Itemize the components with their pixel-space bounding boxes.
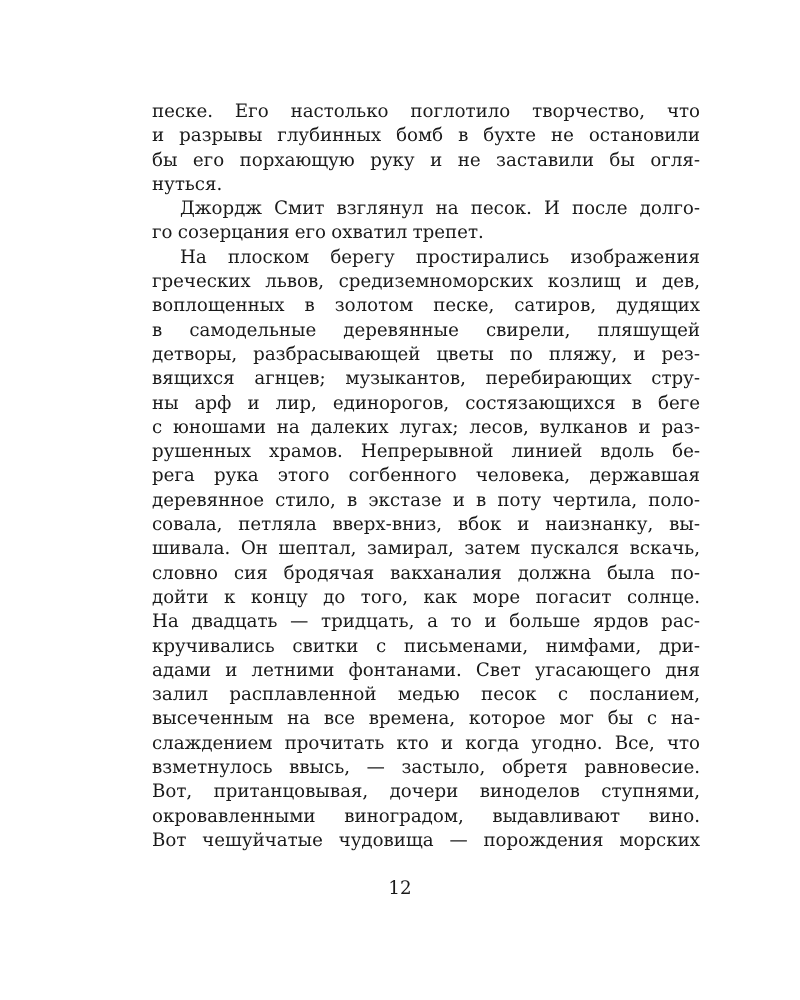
text-line: Вот, пританцовывая, дочери виноделов ступнями, [152, 781, 700, 803]
text-line: кручивались свитки с письменами, нимфами, дри- [152, 635, 700, 657]
body-text [152, 100, 700, 853]
text-line: нуться. [152, 173, 223, 195]
text-line: бы его порхающую руку и не заставили бы огля- [152, 149, 700, 171]
text-line: Джордж Смит взглянул на песок. И после долго- [180, 198, 700, 220]
text-line: воплощенных в золотом песке, сатиров, дудящих [152, 295, 700, 317]
text-line: совала, петляла вверх-вниз, вбок и наизнанку, вы- [152, 514, 700, 536]
text-line: го созерцания его охватил трепет. [152, 222, 484, 244]
text-line: с юношами на далеких лугах; лесов, вулканов и раз- [152, 416, 700, 438]
text-line: Вот чешуйчатые чудовища — порождения морских [152, 829, 700, 851]
text-line: взметнулось ввысь, — застыло, обретя равновесие. [152, 757, 700, 779]
text-line: в самодельные деревянные свирели, пляшущей [152, 319, 700, 341]
text-line: детворы, разбрасывающей цветы по пляжу, и рез- [152, 343, 700, 365]
text-line: и разрывы глубинных бомб в бухте не остановили [152, 125, 700, 147]
text-line: ны арф и лир, единорогов, состязающихся в беге [152, 392, 700, 414]
text-line: слаждением прочитать кто и когда угодно. Все, что [152, 732, 700, 754]
page-number: 12 [388, 878, 412, 899]
text-line: деревянное стило, в экстазе и в поту чертила, поло- [152, 489, 700, 511]
text-line: залил расплавленной медью песок с посланием, [152, 684, 700, 706]
text-line: окровавленными виноградом, выдавливают вино. [152, 805, 700, 827]
text-line: На плоском берегу простирались изображения [180, 246, 700, 268]
text-line: высеченным на все времена, которое мог бы с на- [152, 708, 700, 730]
text-line: рега рука этого согбенного человека, державшая [152, 465, 700, 487]
text-line: шивала. Он шептал, замирал, затем пускался вскачь, [152, 538, 700, 560]
text-line: дойти к концу до того, как море погасит солнце. [152, 586, 700, 608]
text-line: адами и летними фонтанами. Свет угасающего дня [152, 659, 700, 681]
text-line: вящихся агнцев; музыкантов, перебирающих стру- [152, 368, 700, 390]
text-line: словно сия бродячая вакханалия должна была по- [152, 562, 700, 584]
text-line: рушенных храмов. Непрерывной линией вдоль бе- [152, 441, 700, 463]
text-line: песке. Его настолько поглотило творчество, что [152, 101, 700, 122]
text-line: греческих львов, средиземноморских козлищ и дев, [152, 271, 700, 293]
text-line: На двадцать — тридцать, а то и больше ярдов рас- [152, 611, 700, 633]
